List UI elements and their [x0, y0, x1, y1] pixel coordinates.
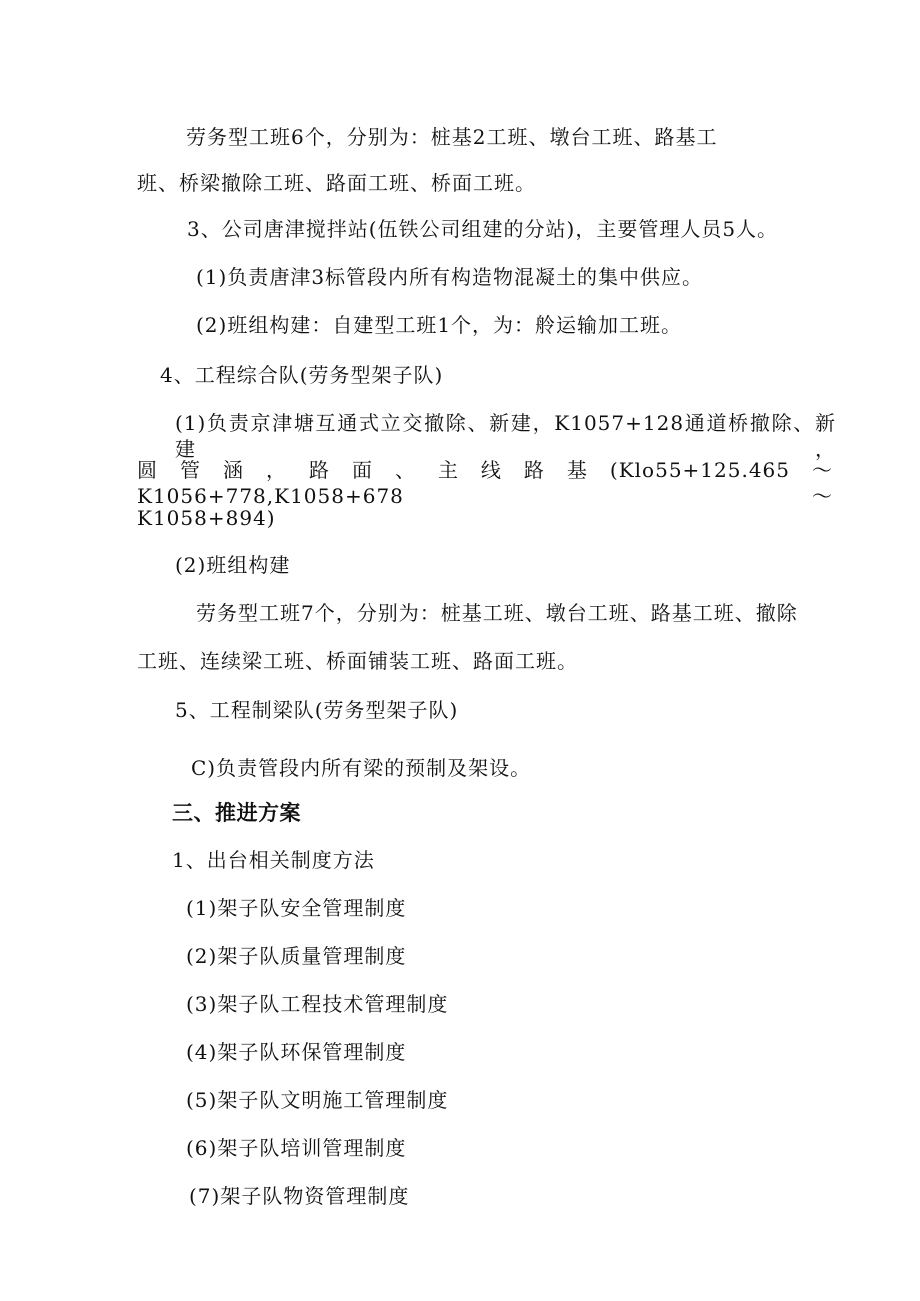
- list-item: (3)架子队工程技术管理制度: [186, 992, 449, 1016]
- text-line: (2)班组构建：自建型工班1个，为：舲运输加工班。: [196, 313, 683, 337]
- text-line: C)负责管段内所有梁的预制及架设。: [191, 756, 532, 780]
- text-line: (2)班组构建: [175, 553, 291, 577]
- text-line: (1)负责京津塘互通式立交撤除、新建，K1057+128通道桥撤除、新建，: [175, 411, 836, 461]
- chapter-heading: 三、推进方案: [172, 801, 301, 825]
- text-line: 工班、连续梁工班、桥面铺装工班、路面工班。: [137, 649, 578, 673]
- text-line: 劳务型工班7个，分别为：桩基工班、墩台工班、路基工班、撤除: [196, 601, 798, 625]
- section-heading: 4、工程综合队(劳务型架子队): [160, 363, 444, 387]
- list-item: (5)架子队文明施工管理制度: [186, 1088, 449, 1112]
- list-item: (2)架子队质量管理制度: [186, 944, 407, 968]
- text-line: (1)负责唐津3标管段内所有构造物混凝土的集中供应。: [196, 265, 704, 289]
- text-line: 3、公司唐津搅拌站(伍铁公司组建的分站)，主要管理人员5人。: [187, 217, 779, 241]
- text-line: 班、桥梁撤除工班、路面工班、桥面工班。: [137, 171, 536, 195]
- section-heading: 5、工程制梁队(劳务型架子队): [175, 698, 459, 722]
- list-item: (7)架子队物资管理制度: [189, 1184, 410, 1208]
- text-line: K1058+894): [137, 506, 276, 530]
- text-line: 劳务型工班6个，分别为：桩基2工班、墩台工班、路基工: [186, 125, 718, 149]
- list-item: (4)架子队环保管理制度: [186, 1040, 407, 1064]
- list-item: (1)架子队安全管理制度: [186, 896, 407, 920]
- list-item: (6)架子队培训管理制度: [186, 1136, 407, 1160]
- text-line: 圆管涵，路面、主线路基(Klo55+125.465～K1056+778,K1058+678～: [137, 458, 833, 508]
- section-heading: 1、出台相关制度方法: [172, 848, 375, 872]
